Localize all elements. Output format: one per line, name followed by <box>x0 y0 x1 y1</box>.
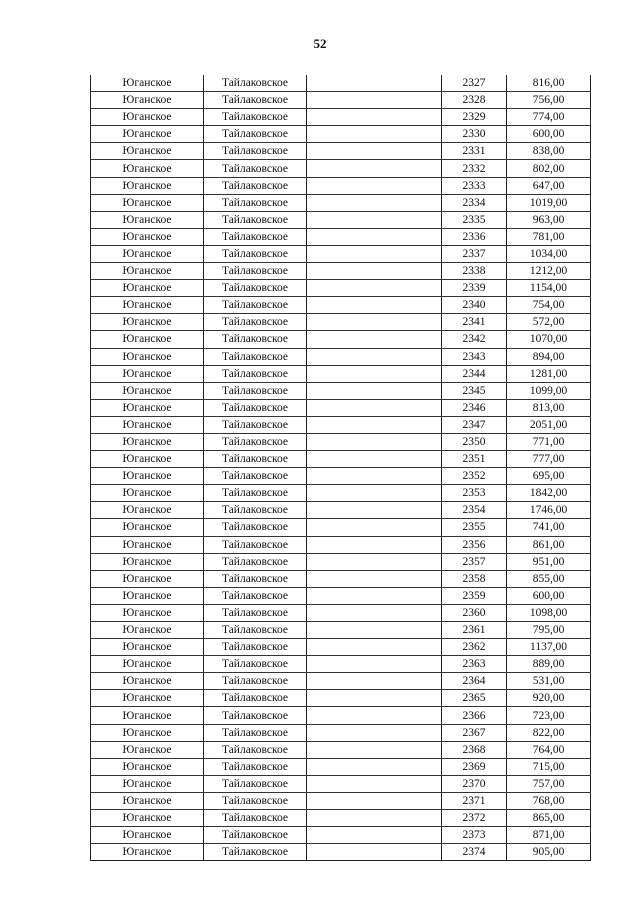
deposit-cell: Юганское <box>91 109 204 126</box>
field-cell: Тайлаковское <box>204 553 307 570</box>
number-cell: 2340 <box>442 297 507 314</box>
value-cell: 781,00 <box>507 228 591 245</box>
field-cell: Тайлаковское <box>204 570 307 587</box>
number-cell: 2367 <box>442 724 507 741</box>
table-body <box>91 75 591 861</box>
value-cell: 757,00 <box>507 775 591 792</box>
empty-cell <box>307 844 442 861</box>
deposit-cell: Юганское <box>91 416 204 433</box>
field-cell: Тайлаковское <box>204 297 307 314</box>
value-cell: 723,00 <box>507 707 591 724</box>
deposit-cell: Юганское <box>91 570 204 587</box>
empty-cell <box>307 570 442 587</box>
table-row <box>91 502 591 519</box>
field-cell: Тайлаковское <box>204 451 307 468</box>
value-cell: 855,00 <box>507 570 591 587</box>
table-row <box>91 690 591 707</box>
number-cell: 2372 <box>442 810 507 827</box>
empty-cell <box>307 365 442 382</box>
field-cell: Тайлаковское <box>204 433 307 450</box>
empty-cell <box>307 468 442 485</box>
field-cell: Тайлаковское <box>204 399 307 416</box>
value-cell: 1154,00 <box>507 280 591 297</box>
value-cell: 822,00 <box>507 724 591 741</box>
empty-cell <box>307 639 442 656</box>
number-cell: 2333 <box>442 177 507 194</box>
value-cell: 1746,00 <box>507 502 591 519</box>
deposit-cell: Юганское <box>91 604 204 621</box>
empty-cell <box>307 519 442 536</box>
table-row <box>91 775 591 792</box>
empty-cell <box>307 331 442 348</box>
value-cell: 1098,00 <box>507 604 591 621</box>
table-row <box>91 433 591 450</box>
field-cell: Тайлаковское <box>204 758 307 775</box>
deposit-cell: Юганское <box>91 741 204 758</box>
deposit-cell: Юганское <box>91 348 204 365</box>
number-cell: 2353 <box>442 485 507 502</box>
table-row <box>91 331 591 348</box>
number-cell: 2329 <box>442 109 507 126</box>
empty-cell <box>307 792 442 809</box>
value-cell: 774,00 <box>507 109 591 126</box>
deposit-cell: Юганское <box>91 382 204 399</box>
field-cell: Тайлаковское <box>204 143 307 160</box>
value-cell: 741,00 <box>507 519 591 536</box>
value-cell: 1034,00 <box>507 245 591 262</box>
table-row <box>91 245 591 262</box>
empty-cell <box>307 485 442 502</box>
deposit-cell: Юганское <box>91 502 204 519</box>
deposit-cell: Юганское <box>91 792 204 809</box>
value-cell: 771,00 <box>507 433 591 450</box>
table-row <box>91 382 591 399</box>
field-cell: Тайлаковское <box>204 587 307 604</box>
value-cell: 715,00 <box>507 758 591 775</box>
field-cell: Тайлаковское <box>204 365 307 382</box>
value-cell: 1842,00 <box>507 485 591 502</box>
deposit-cell: Юганское <box>91 245 204 262</box>
table-row <box>91 399 591 416</box>
field-cell: Тайлаковское <box>204 741 307 758</box>
number-cell: 2359 <box>442 587 507 604</box>
value-cell: 2051,00 <box>507 416 591 433</box>
table-row <box>91 126 591 143</box>
value-cell: 764,00 <box>507 741 591 758</box>
deposit-cell: Юганское <box>91 468 204 485</box>
table-row <box>91 570 591 587</box>
table-row <box>91 519 591 536</box>
number-cell: 2369 <box>442 758 507 775</box>
field-cell: Тайлаковское <box>204 348 307 365</box>
table-row <box>91 160 591 177</box>
value-cell: 756,00 <box>507 92 591 109</box>
empty-cell <box>307 211 442 228</box>
value-cell: 816,00 <box>507 75 591 92</box>
field-cell: Тайлаковское <box>204 75 307 92</box>
field-cell: Тайлаковское <box>204 502 307 519</box>
table-row <box>91 622 591 639</box>
empty-cell <box>307 143 442 160</box>
value-cell: 838,00 <box>507 143 591 160</box>
value-cell: 865,00 <box>507 810 591 827</box>
value-cell: 647,00 <box>507 177 591 194</box>
number-cell: 2371 <box>442 792 507 809</box>
deposit-cell: Юганское <box>91 673 204 690</box>
field-cell: Тайлаковское <box>204 792 307 809</box>
table-row <box>91 451 591 468</box>
number-cell: 2330 <box>442 126 507 143</box>
table-row <box>91 639 591 656</box>
field-cell: Тайлаковское <box>204 109 307 126</box>
deposit-cell: Юганское <box>91 143 204 160</box>
deposit-cell: Юганское <box>91 810 204 827</box>
value-cell: 1137,00 <box>507 639 591 656</box>
empty-cell <box>307 587 442 604</box>
number-cell: 2354 <box>442 502 507 519</box>
value-cell: 1099,00 <box>507 382 591 399</box>
number-cell: 2360 <box>442 604 507 621</box>
deposit-cell: Юганское <box>91 399 204 416</box>
number-cell: 2342 <box>442 331 507 348</box>
empty-cell <box>307 348 442 365</box>
table-row <box>91 758 591 775</box>
field-cell: Тайлаковское <box>204 126 307 143</box>
number-cell: 2361 <box>442 622 507 639</box>
deposit-cell: Юганское <box>91 639 204 656</box>
value-cell: 894,00 <box>507 348 591 365</box>
number-cell: 2363 <box>442 656 507 673</box>
number-cell: 2352 <box>442 468 507 485</box>
deposit-cell: Юганское <box>91 707 204 724</box>
empty-cell <box>307 656 442 673</box>
empty-cell <box>307 92 442 109</box>
number-cell: 2370 <box>442 775 507 792</box>
value-cell: 531,00 <box>507 673 591 690</box>
value-cell: 1212,00 <box>507 263 591 280</box>
empty-cell <box>307 622 442 639</box>
value-cell: 871,00 <box>507 827 591 844</box>
table-row <box>91 297 591 314</box>
field-cell: Тайлаковское <box>204 604 307 621</box>
table-row <box>91 365 591 382</box>
deposit-cell: Юганское <box>91 519 204 536</box>
table-row <box>91 604 591 621</box>
number-cell: 2347 <box>442 416 507 433</box>
empty-cell <box>307 775 442 792</box>
field-cell: Тайлаковское <box>204 707 307 724</box>
value-cell: 861,00 <box>507 536 591 553</box>
number-cell: 2358 <box>442 570 507 587</box>
table-row <box>91 211 591 228</box>
table-row <box>91 194 591 211</box>
table-row <box>91 109 591 126</box>
field-cell: Тайлаковское <box>204 639 307 656</box>
field-cell: Тайлаковское <box>204 382 307 399</box>
number-cell: 2366 <box>442 707 507 724</box>
field-cell: Тайлаковское <box>204 810 307 827</box>
empty-cell <box>307 399 442 416</box>
empty-cell <box>307 314 442 331</box>
deposit-cell: Юганское <box>91 451 204 468</box>
table-row <box>91 536 591 553</box>
page-number: 52 <box>313 36 327 51</box>
number-cell: 2331 <box>442 143 507 160</box>
field-cell: Тайлаковское <box>204 827 307 844</box>
number-cell: 2350 <box>442 433 507 450</box>
number-cell: 2336 <box>442 228 507 245</box>
field-cell: Тайлаковское <box>204 656 307 673</box>
value-cell: 813,00 <box>507 399 591 416</box>
field-cell: Тайлаковское <box>204 673 307 690</box>
deposit-cell: Юганское <box>91 228 204 245</box>
table-row <box>91 656 591 673</box>
field-cell: Тайлаковское <box>204 416 307 433</box>
field-cell: Тайлаковское <box>204 314 307 331</box>
deposit-cell: Юганское <box>91 485 204 502</box>
deposit-cell: Юганское <box>91 622 204 639</box>
number-cell: 2338 <box>442 263 507 280</box>
empty-cell <box>307 75 442 92</box>
deposit-cell: Юганское <box>91 690 204 707</box>
number-cell: 2373 <box>442 827 507 844</box>
value-cell: 754,00 <box>507 297 591 314</box>
deposit-cell: Юганское <box>91 160 204 177</box>
empty-cell <box>307 724 442 741</box>
field-cell: Тайлаковское <box>204 160 307 177</box>
number-cell: 2328 <box>442 92 507 109</box>
table-row <box>91 143 591 160</box>
table-row <box>91 280 591 297</box>
deposit-cell: Юганское <box>91 724 204 741</box>
number-cell: 2345 <box>442 382 507 399</box>
field-cell: Тайлаковское <box>204 177 307 194</box>
field-cell: Тайлаковское <box>204 245 307 262</box>
empty-cell <box>307 126 442 143</box>
empty-cell <box>307 707 442 724</box>
number-cell: 2351 <box>442 451 507 468</box>
table-row <box>91 724 591 741</box>
empty-cell <box>307 553 442 570</box>
number-cell: 2343 <box>442 348 507 365</box>
deposit-cell: Юганское <box>91 433 204 450</box>
empty-cell <box>307 228 442 245</box>
table-row <box>91 263 591 280</box>
field-cell: Тайлаковское <box>204 92 307 109</box>
value-cell: 1281,00 <box>507 365 591 382</box>
table-row <box>91 314 591 331</box>
number-cell: 2368 <box>442 741 507 758</box>
empty-cell <box>307 109 442 126</box>
deposit-cell: Юганское <box>91 827 204 844</box>
number-cell: 2362 <box>442 639 507 656</box>
table-row <box>91 416 591 433</box>
empty-cell <box>307 280 442 297</box>
empty-cell <box>307 433 442 450</box>
empty-cell <box>307 160 442 177</box>
empty-cell <box>307 673 442 690</box>
field-cell: Тайлаковское <box>204 211 307 228</box>
deposit-cell: Юганское <box>91 587 204 604</box>
empty-cell <box>307 827 442 844</box>
field-cell: Тайлаковское <box>204 263 307 280</box>
value-cell: 951,00 <box>507 553 591 570</box>
table-row <box>91 792 591 809</box>
empty-cell <box>307 604 442 621</box>
table-row <box>91 348 591 365</box>
value-cell: 889,00 <box>507 656 591 673</box>
table-row <box>91 468 591 485</box>
field-cell: Тайлаковское <box>204 519 307 536</box>
deposit-cell: Юганское <box>91 758 204 775</box>
field-cell: Тайлаковское <box>204 331 307 348</box>
empty-cell <box>307 245 442 262</box>
number-cell: 2339 <box>442 280 507 297</box>
deposit-cell: Юганское <box>91 536 204 553</box>
deposit-cell: Юганское <box>91 280 204 297</box>
empty-cell <box>307 502 442 519</box>
deposit-cell: Юганское <box>91 126 204 143</box>
value-cell: 600,00 <box>507 587 591 604</box>
field-cell: Тайлаковское <box>204 622 307 639</box>
value-cell: 795,00 <box>507 622 591 639</box>
number-cell: 2355 <box>442 519 507 536</box>
deposit-cell: Юганское <box>91 553 204 570</box>
deposit-cell: Юганское <box>91 365 204 382</box>
empty-cell <box>307 263 442 280</box>
table-row <box>91 827 591 844</box>
deposit-cell: Юганское <box>91 194 204 211</box>
value-cell: 1070,00 <box>507 331 591 348</box>
table-row <box>91 92 591 109</box>
number-cell: 2365 <box>442 690 507 707</box>
data-table <box>90 75 591 861</box>
field-cell: Тайлаковское <box>204 280 307 297</box>
value-cell: 768,00 <box>507 792 591 809</box>
number-cell: 2337 <box>442 245 507 262</box>
empty-cell <box>307 758 442 775</box>
field-cell: Тайлаковское <box>204 485 307 502</box>
deposit-cell: Юганское <box>91 263 204 280</box>
number-cell: 2357 <box>442 553 507 570</box>
number-cell: 2364 <box>442 673 507 690</box>
field-cell: Тайлаковское <box>204 844 307 861</box>
value-cell: 572,00 <box>507 314 591 331</box>
number-cell: 2356 <box>442 536 507 553</box>
table-row <box>91 844 591 861</box>
table-row <box>91 741 591 758</box>
empty-cell <box>307 741 442 758</box>
empty-cell <box>307 177 442 194</box>
deposit-cell: Юганское <box>91 75 204 92</box>
number-cell: 2327 <box>442 75 507 92</box>
field-cell: Тайлаковское <box>204 690 307 707</box>
field-cell: Тайлаковское <box>204 194 307 211</box>
empty-cell <box>307 536 442 553</box>
empty-cell <box>307 382 442 399</box>
value-cell: 905,00 <box>507 844 591 861</box>
empty-cell <box>307 690 442 707</box>
empty-cell <box>307 451 442 468</box>
number-cell: 2334 <box>442 194 507 211</box>
number-cell: 2346 <box>442 399 507 416</box>
deposit-cell: Юганское <box>91 177 204 194</box>
table-row <box>91 707 591 724</box>
table-row <box>91 485 591 502</box>
empty-cell <box>307 297 442 314</box>
value-cell: 777,00 <box>507 451 591 468</box>
table-row <box>91 228 591 245</box>
deposit-cell: Юганское <box>91 297 204 314</box>
field-cell: Тайлаковское <box>204 536 307 553</box>
field-cell: Тайлаковское <box>204 724 307 741</box>
value-cell: 695,00 <box>507 468 591 485</box>
value-cell: 963,00 <box>507 211 591 228</box>
value-cell: 802,00 <box>507 160 591 177</box>
empty-cell <box>307 416 442 433</box>
empty-cell <box>307 810 442 827</box>
empty-cell <box>307 194 442 211</box>
number-cell: 2344 <box>442 365 507 382</box>
number-cell: 2332 <box>442 160 507 177</box>
deposit-cell: Юганское <box>91 656 204 673</box>
table-row <box>91 587 591 604</box>
value-cell: 920,00 <box>507 690 591 707</box>
deposit-cell: Юганское <box>91 775 204 792</box>
field-cell: Тайлаковское <box>204 228 307 245</box>
field-cell: Тайлаковское <box>204 468 307 485</box>
deposit-cell: Юганское <box>91 844 204 861</box>
table-row <box>91 75 591 92</box>
table-row <box>91 553 591 570</box>
number-cell: 2374 <box>442 844 507 861</box>
field-cell: Тайлаковское <box>204 775 307 792</box>
number-cell: 2341 <box>442 314 507 331</box>
deposit-cell: Юганское <box>91 314 204 331</box>
value-cell: 600,00 <box>507 126 591 143</box>
deposit-cell: Юганское <box>91 331 204 348</box>
value-cell: 1019,00 <box>507 194 591 211</box>
deposit-cell: Юганское <box>91 211 204 228</box>
table-row <box>91 177 591 194</box>
table-row <box>91 673 591 690</box>
table-row <box>91 810 591 827</box>
number-cell: 2335 <box>442 211 507 228</box>
deposit-cell: Юганское <box>91 92 204 109</box>
